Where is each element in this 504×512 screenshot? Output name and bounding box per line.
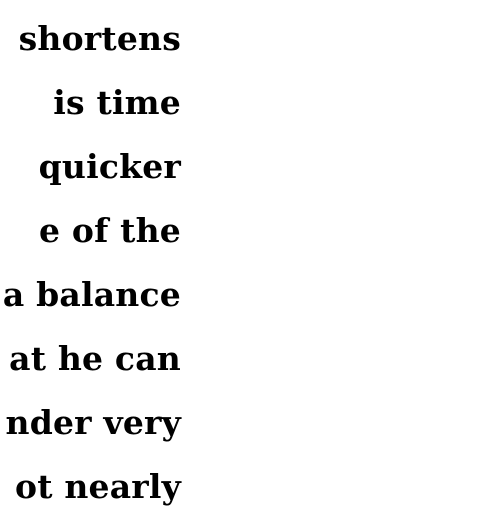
text-line-2: is time — [53, 83, 181, 122]
text-line-4: e of the — [38, 211, 181, 250]
text-line-8: ot nearly — [14, 467, 181, 506]
text-line-7: nder very — [5, 403, 181, 442]
text-line-1: shortens — [18, 19, 181, 58]
text-line-6: at he can — [9, 339, 181, 378]
text-line-3: quicker — [38, 147, 181, 186]
text-line-5: a balance — [2, 275, 181, 314]
